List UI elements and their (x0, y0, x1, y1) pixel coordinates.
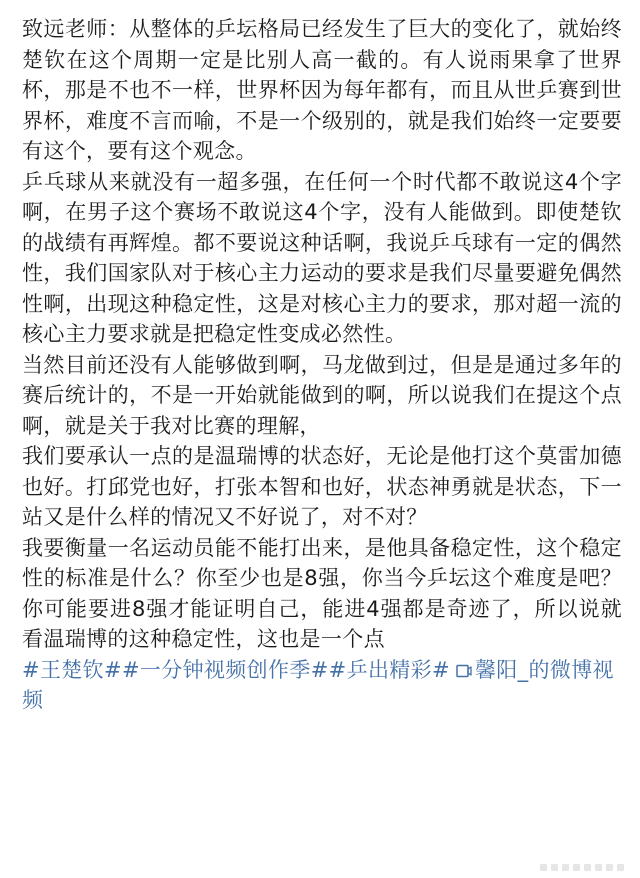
hashtag-wang-chuqin[interactable]: #王楚钦# (22, 657, 122, 682)
post-paragraph-5: 我要衡量一名运动员能不能打出来，是他具备稳定性，这个稳定性的标准是什么？你至少也是8强，你当今乒坛这个难度是吧？你可能要进8强才能证明自己，能进4强都是奇迹了，所以说就看温瑞博的这种稳定性，这也是一个点 (22, 535, 622, 651)
video-icon[interactable] (456, 664, 472, 678)
post-paragraph-2: 乒乓球从来就没有一超多强，在任何一个时代都不敢说这4个字啊，在男子这个赛场不敢说这4个字，没有人能做到。即使楚钦的战绩有再辉煌。都不要说这种话啊，我说乒乓球有一定的偶然性，我们国家队对于核心主力运动的要求是我们尽量要避免偶然性啊，出现这种稳定性，这是对核心主力的要求，那对超一流的核心主力要求就是把稳定性变成必然性。 (22, 169, 622, 346)
post-body (22, 14, 622, 716)
hashtag-one-minute-video[interactable]: #一分钟视频创作季# (121, 657, 329, 682)
post-paragraph-3: 当然目前还没有人能够做到啊，马龙做到过，但是是通过多年的赛后统计的，不是一开始就能做到的啊，所以说我们在提这个点啊，就是关于我对比赛的理解， (22, 352, 622, 438)
hashtag-ping-chu-jing-cai[interactable]: #乒出精彩# (328, 657, 450, 682)
video-source-link[interactable]: 馨阳_的微博视频 (22, 657, 614, 712)
post-footer (22, 655, 622, 716)
post-paragraph-1: 致远老师：从整体的乒坛格局已经发生了巨大的变化了，就始终楚钦在这个周期一定是比别人高一截的。有人说雨果拿了世界杯，那是不也不一样，世界杯因为每年都有，而且从世乒赛到世界杯，难度不言而喻，不是一个级别的，就是我们始终一定要要有这个，要有这个观念。 (22, 17, 622, 163)
watermark (540, 862, 632, 872)
post-paragraph-4: 我们要承认一点的是温瑞博的状态好，无论是他打这个莫雷加德也好。打邱党也好，打张本智和也好，状态神勇就是状态，下一站又是什么样的情况又不好说了，对不对？ (22, 444, 622, 529)
